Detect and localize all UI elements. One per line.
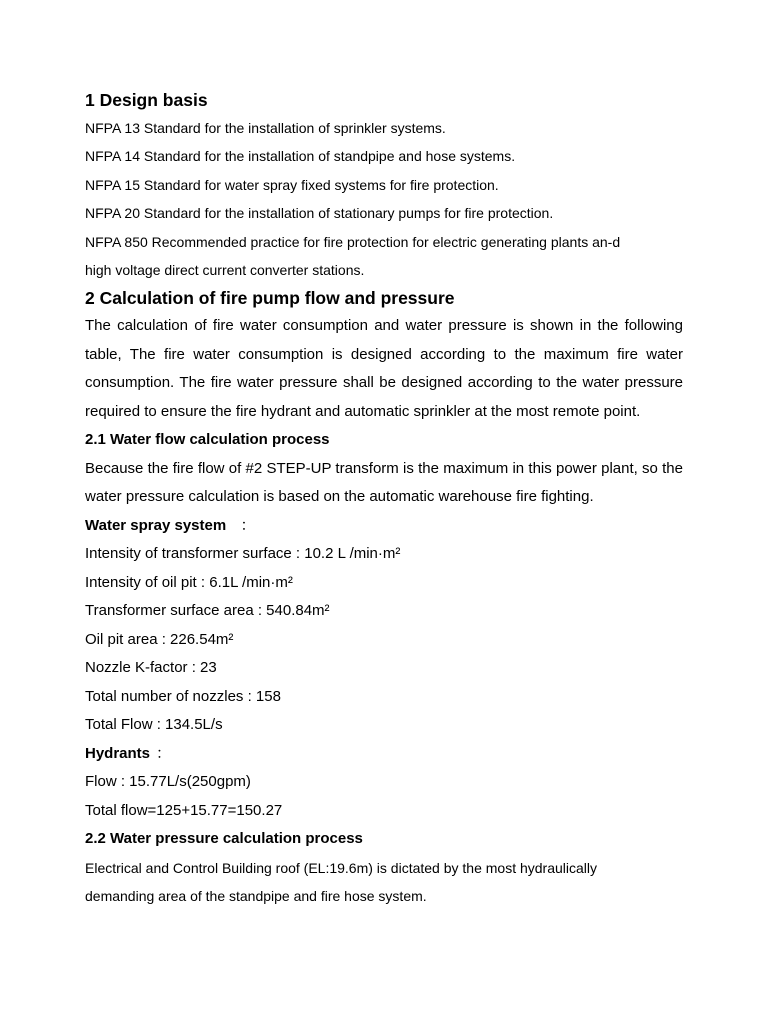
colon-glyph: ： — [156, 744, 172, 762]
section-2-2-paragraph-line-2: demanding area of the standpipe and fire hose system. — [85, 887, 427, 904]
section-2-2-paragraph-line-1: Electrical and Control Building roof (EL:19.6m) is dictated by the most hydraulically — [85, 859, 598, 876]
hydrant-total-flow: Total flow=125+15.77=150.27 — [85, 801, 283, 819]
spec-total-nozzles: Total number of nozzles : 158 — [85, 687, 281, 705]
colon-glyph: ： — [240, 516, 256, 534]
hydrants-label — [85, 740, 683, 768]
section-2-intro: The calculation of fire water consumption and water pressure is shown in the following table, The fire water consumption is designed according to the maximum fire water consumption. The fire water pressure shall be designed according to the water pressure required to ensure the fire hydrant and automatic sprinkler at the most remote point. — [85, 317, 683, 420]
document-page — [85, 86, 683, 910]
spec-total-flow: Total Flow : 134.5L/s — [85, 716, 223, 734]
hydrants-text: Hydrants — [85, 744, 151, 762]
design-basis-item-nfpa13: NFPA 13 Standard for the installation of sprinkler systems. — [85, 120, 446, 136]
design-basis-item-nfpa20: NFPA 20 Standard for the installation of stationary pumps for fire protection. — [85, 205, 554, 222]
section-2-1-heading: 2.1 Water flow calculation process — [85, 431, 330, 449]
section-2-heading: 2 Calculation of fire pump flow and pressure — [85, 288, 455, 309]
design-basis-item-nfpa15: NFPA 15 Standard for water spray fixed systems for fire protection. — [85, 176, 499, 193]
water-spray-system-label — [85, 512, 683, 540]
design-basis-item-nfpa850-cont: high voltage direct current converter stations. — [85, 262, 365, 279]
design-basis-item-nfpa14: NFPA 14 Standard for the installation of standpipe and hose systems. — [85, 148, 516, 165]
section-2-1-paragraph: Because the fire flow of #2 STEP-UP transform is the maximum in this power plant, so the water pressure calculation is based on the automatic warehouse fire fighting. — [85, 459, 683, 506]
hydrant-flow: Flow : 15.77L/s(250gpm) — [85, 773, 251, 791]
spec-transformer-area: Transformer surface area : 540.84m² — [85, 602, 330, 620]
spec-oil-pit-intensity: Intensity of oil pit : 6.1L /min·m² — [85, 573, 293, 591]
section-1-heading: 1 Design basis — [85, 90, 208, 110]
water-spray-system-text: Water spray system — [85, 516, 227, 534]
spec-nozzle-k-factor: Nozzle K-factor : 23 — [85, 659, 217, 677]
design-basis-item-nfpa850: NFPA 850 Recommended practice for fire protection for electric generating plants an-d — [85, 233, 621, 250]
spec-oil-pit-area: Oil pit area : 226.54m² — [85, 630, 234, 648]
section-2-2-heading: 2.2 Water pressure calculation process — [85, 830, 363, 848]
spec-transformer-intensity: Intensity of transformer surface : 10.2 L /min·m² — [85, 545, 401, 563]
